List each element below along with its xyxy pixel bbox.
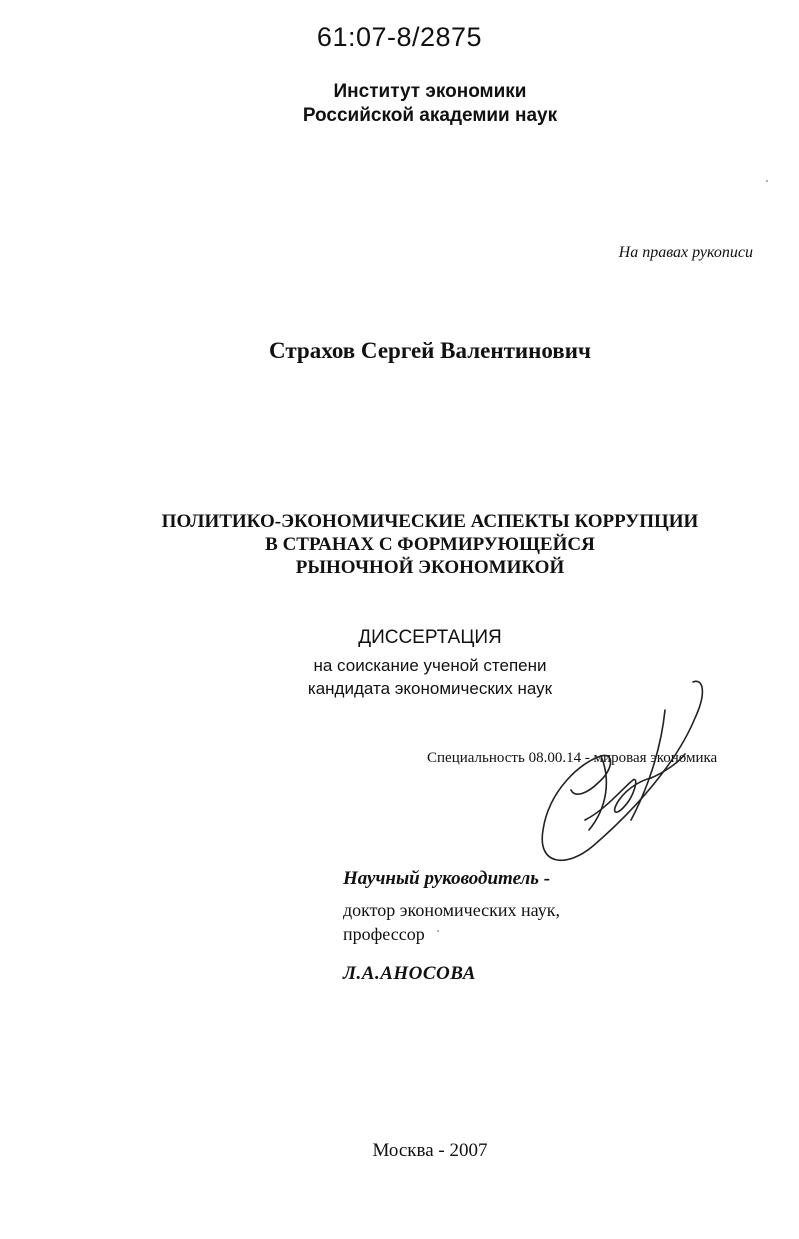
rights-note: На правах рукописи bbox=[618, 244, 753, 261]
degree-line-1: на соискание ученой степени bbox=[313, 656, 547, 675]
author-name: Страхов Сергей Валентинович bbox=[269, 338, 591, 363]
dissertation-title bbox=[0, 510, 799, 579]
supervisor-degree-line-2: профессор bbox=[343, 924, 425, 944]
scan-speck bbox=[437, 930, 439, 932]
degree-line-2: кандидата экономических наук bbox=[307, 679, 553, 698]
supervisor-label: Научный руководитель - bbox=[343, 868, 551, 889]
institute-block bbox=[0, 80, 799, 128]
place-and-year: Москва - 2007 bbox=[372, 1140, 488, 1161]
title-line-3: РЫНОЧНОЙ ЭКОНОМИКОЙ bbox=[295, 557, 565, 578]
supervisor-degree bbox=[343, 898, 560, 946]
institute-academy: Российской академии наук bbox=[302, 105, 558, 126]
title-line-1: ПОЛИТИКО-ЭКОНОМИЧЕСКИЕ АСПЕКТЫ КОРРУПЦИИ bbox=[161, 511, 699, 532]
supervisor-degree-line-1: доктор экономических наук, bbox=[343, 900, 560, 920]
title-line-2: В СТРАНАХ С ФОРМИРУЮЩЕЙСЯ bbox=[265, 534, 595, 555]
document-type: ДИССЕРТАЦИЯ bbox=[358, 627, 502, 648]
catalog-number: 61:07-8/2875 bbox=[316, 22, 483, 52]
supervisor-name: Л.А.АНОСОВА bbox=[343, 963, 476, 984]
scan-speck bbox=[766, 180, 768, 182]
institute-name: Институт экономики bbox=[333, 81, 527, 102]
specialty-line: Специальность 08.00.14 - мировая экономика bbox=[427, 750, 718, 766]
handwritten-signature bbox=[515, 670, 715, 875]
